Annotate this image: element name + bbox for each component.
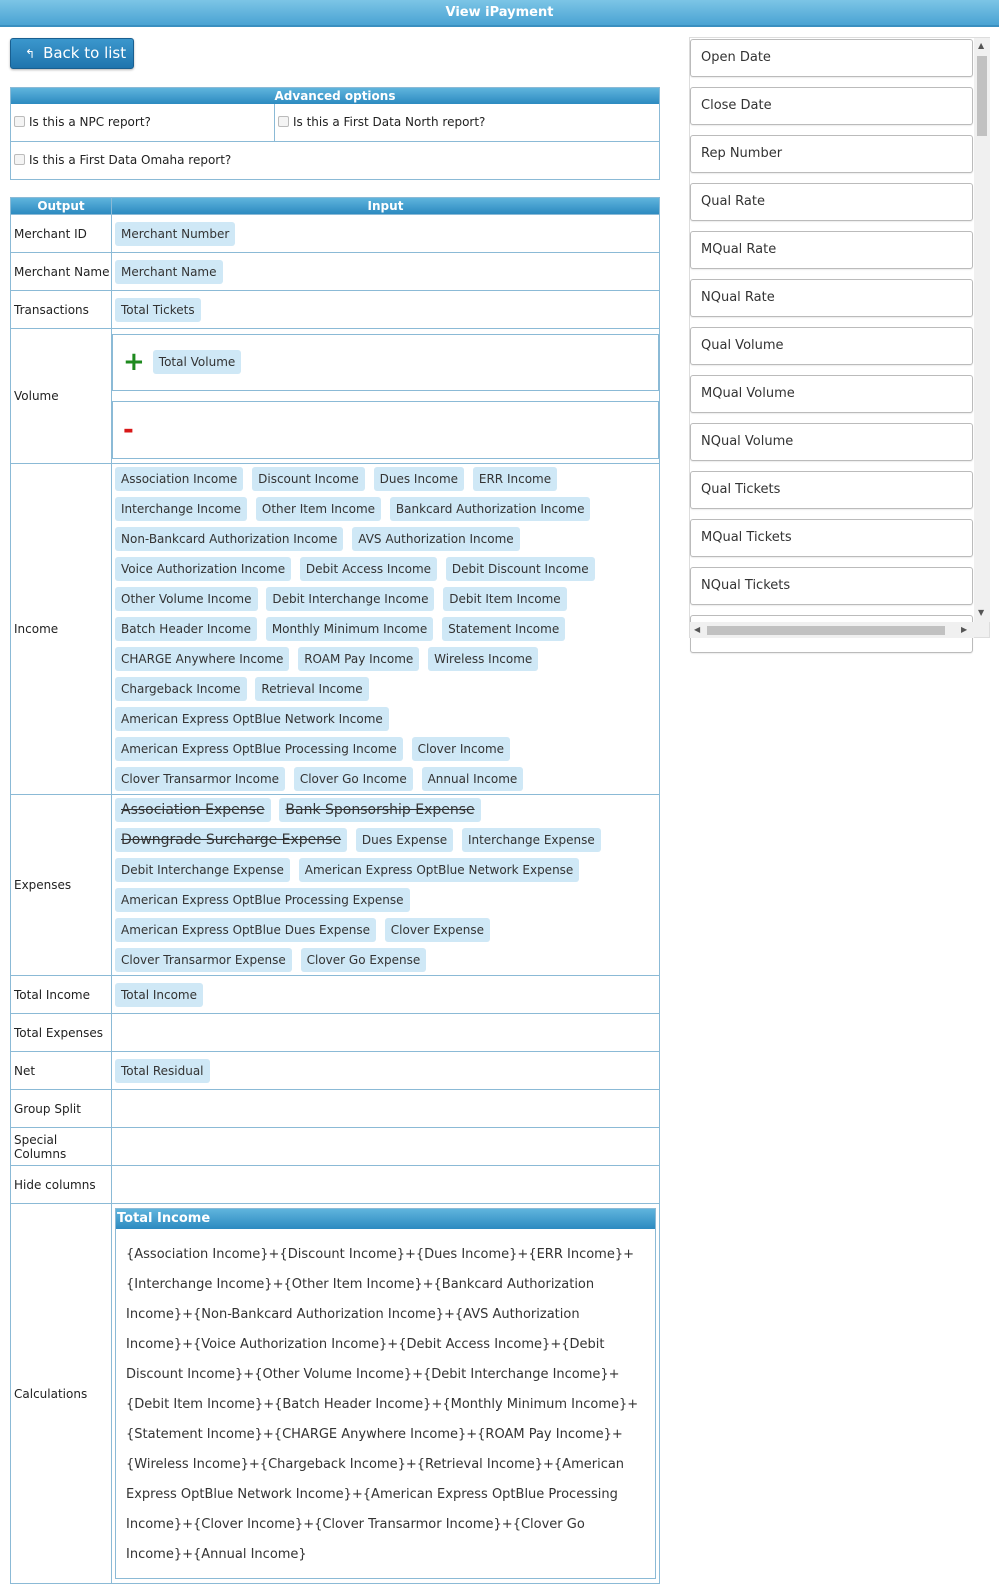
mapping-table: [10, 197, 660, 1584]
expense-tag[interactable]: Interchange Expense: [462, 828, 601, 852]
field-item[interactable]: Rep Number: [690, 135, 973, 173]
income-tag[interactable]: Monthly Minimum Income: [266, 617, 433, 641]
disabled-expense-tag[interactable]: Bank Sponsorship Expense: [279, 798, 480, 822]
expense-tag[interactable]: American Express OptBlue Processing Expense: [115, 888, 410, 912]
volume-minus-box[interactable]: [112, 401, 659, 459]
expense-tag[interactable]: American Express OptBlue Dues Expense: [115, 918, 376, 942]
income-tag[interactable]: Bankcard Authorization Income: [390, 497, 591, 521]
field-item[interactable]: NQual Rate: [690, 279, 973, 317]
total-volume-tag[interactable]: Total Volume: [153, 350, 241, 374]
input-column-header: Input: [112, 198, 660, 215]
hide-columns-dropzone[interactable]: [112, 1166, 660, 1204]
merchant-name-tag[interactable]: Merchant Name: [115, 260, 223, 284]
volume-plus-box[interactable]: [112, 334, 659, 391]
minus-icon: -: [123, 414, 134, 445]
fdnorth-option: [274, 104, 659, 141]
calculation-title: Total Income: [116, 1209, 655, 1229]
expense-tags: [112, 795, 660, 976]
calculation-box[interactable]: [115, 1208, 656, 1579]
income-tag[interactable]: Debit Discount Income: [446, 557, 595, 581]
expenses-label: Expenses: [11, 795, 112, 976]
income-tag[interactable]: Clover Income: [412, 737, 510, 761]
income-tag[interactable]: Association Income: [115, 467, 243, 491]
income-tag[interactable]: Chargeback Income: [115, 677, 247, 701]
total-income-tag[interactable]: Total Income: [115, 983, 203, 1007]
scroll-right-icon[interactable]: ▶: [961, 625, 968, 634]
vertical-scroll-thumb[interactable]: [977, 56, 987, 136]
field-list: [690, 38, 974, 622]
income-tag[interactable]: Clover Transarmor Income: [115, 767, 285, 791]
net-label: Net: [11, 1052, 112, 1090]
advanced-options-panel: [10, 87, 660, 180]
fdomaha-checkbox[interactable]: [14, 154, 25, 165]
scroll-down-icon[interactable]: ▼: [978, 608, 985, 617]
income-tag[interactable]: Statement Income: [442, 617, 565, 641]
npc-checkbox[interactable]: [14, 116, 25, 127]
income-tags: [112, 464, 660, 795]
field-item[interactable]: NQual Volume: [690, 423, 973, 461]
disabled-expense-tag[interactable]: Association Expense: [115, 798, 271, 822]
field-item[interactable]: Open Date: [690, 39, 973, 77]
income-tag[interactable]: American Express OptBlue Processing Income: [115, 737, 403, 761]
vertical-scrollbar[interactable]: [974, 38, 990, 622]
merchant-number-tag[interactable]: Merchant Number: [115, 222, 235, 246]
back-to-list-label: Back to list: [43, 44, 127, 62]
income-tag[interactable]: Dues Income: [374, 467, 464, 491]
group-split-label: Group Split: [11, 1090, 112, 1128]
field-item[interactable]: MQual Tickets: [690, 519, 973, 557]
field-item[interactable]: Qual Tickets: [690, 471, 973, 509]
field-item[interactable]: Qual Rate: [690, 183, 973, 221]
income-tag[interactable]: ROAM Pay Income: [298, 647, 419, 671]
income-tag[interactable]: ERR Income: [473, 467, 557, 491]
fdomaha-option: [11, 142, 659, 179]
scroll-left-icon[interactable]: ◀: [694, 625, 701, 634]
field-item[interactable]: Qual Volume: [690, 327, 973, 365]
total-tickets-tag[interactable]: Total Tickets: [115, 298, 201, 322]
income-tag[interactable]: Debit Item Income: [443, 587, 566, 611]
income-label: Income: [11, 464, 112, 795]
income-tag[interactable]: Non-Bankcard Authorization Income: [115, 527, 343, 551]
expense-tag[interactable]: Debit Interchange Expense: [115, 858, 290, 882]
income-tag[interactable]: Wireless Income: [428, 647, 538, 671]
group-split-dropzone[interactable]: [112, 1090, 660, 1128]
field-item[interactable]: NQual Tickets: [690, 567, 973, 605]
income-tag[interactable]: Clover Go Income: [294, 767, 413, 791]
fdnorth-checkbox[interactable]: [278, 116, 289, 127]
income-tag[interactable]: Voice Authorization Income: [115, 557, 291, 581]
income-tag[interactable]: AVS Authorization Income: [352, 527, 519, 551]
expense-tag[interactable]: Clover Transarmor Expense: [115, 948, 292, 972]
total-expenses-dropzone[interactable]: [112, 1014, 660, 1052]
special-columns-dropzone[interactable]: [112, 1128, 660, 1166]
field-item[interactable]: Close Date: [690, 87, 973, 125]
total-expenses-label: Total Expenses: [11, 1014, 112, 1052]
volume-label: Volume: [11, 329, 112, 464]
income-tag[interactable]: Other Item Income: [256, 497, 381, 521]
income-tag[interactable]: Batch Header Income: [115, 617, 257, 641]
fdnorth-label: Is this a First Data North report?: [293, 115, 486, 129]
total-residual-tag[interactable]: Total Residual: [115, 1059, 210, 1083]
advanced-options-header: Advanced options: [11, 88, 659, 104]
fdomaha-label: Is this a First Data Omaha report?: [29, 153, 232, 167]
expense-tag[interactable]: Clover Go Expense: [301, 948, 427, 972]
income-tag[interactable]: Interchange Income: [115, 497, 247, 521]
scroll-up-icon[interactable]: ▲: [978, 41, 985, 50]
special-columns-label: Special Columns: [11, 1128, 112, 1166]
income-tag[interactable]: CHARGE Anywhere Income: [115, 647, 289, 671]
income-tag[interactable]: Other Volume Income: [115, 587, 258, 611]
income-tag[interactable]: Discount Income: [252, 467, 365, 491]
window-title: View iPayment: [0, 0, 999, 27]
transactions-label: Transactions: [11, 291, 112, 329]
income-tag[interactable]: Debit Access Income: [300, 557, 437, 581]
horizontal-scrollbar[interactable]: [690, 622, 974, 638]
income-tag[interactable]: Debit Interchange Income: [266, 587, 434, 611]
plus-icon: +: [123, 347, 145, 377]
merchant-name-label: Merchant Name: [11, 253, 112, 291]
back-arrow-icon: ↰: [25, 47, 36, 61]
income-tag[interactable]: American Express OptBlue Network Income: [115, 707, 389, 731]
expense-tag[interactable]: American Express OptBlue Network Expense: [299, 858, 580, 882]
calculations-label: Calculations: [11, 1204, 112, 1584]
horizontal-scroll-thumb[interactable]: [707, 626, 945, 635]
merchant-id-label: Merchant ID: [11, 215, 112, 253]
disabled-expense-tag[interactable]: Downgrade Surcharge Expense: [115, 828, 347, 852]
field-list-panel: [689, 37, 990, 638]
hide-columns-label: Hide columns: [11, 1166, 112, 1204]
income-tag[interactable]: Retrieval Income: [255, 677, 368, 701]
expense-tag[interactable]: Clover Expense: [385, 918, 490, 942]
npc-label: Is this a NPC report?: [29, 115, 151, 129]
field-item[interactable]: MQual Volume: [690, 375, 973, 413]
field-item[interactable]: MQual Rate: [690, 231, 973, 269]
total-income-label: Total Income: [11, 976, 112, 1014]
income-tag[interactable]: Annual Income: [422, 767, 524, 791]
back-to-list-button[interactable]: [10, 38, 134, 69]
output-column-header: Output: [11, 198, 112, 215]
calculation-formula: {Association Income}+{Discount Income}+{Dues Income}+{ERR Income}+{Interchange Income}+{Other Item Income}+{Bankcard Authorization Income}+{Non-Bankcard Authorization Income}+{AVS Authorization Income}+{Voice Authorization Income}+{Debit Access Income}+{Debit Discount Income}+{Other Volume Income}+{Debit Interchange Income}+{Debit Item Income}+{Batch Header Income}+{Monthly Minimum Income}+{Statement Income}+{CHARGE Anywhere Income}+{ROAM Pay Income}+{Wireless Income}+{Chargeback Income}+{Retrieval Income}+{American Express OptBlue Network Income}+{American Express OptBlue Processing Income}+{Clover Income}+{Clover Transarmor Income}+{Clover Go Income}+{Annual Income}: [126, 1247, 639, 1562]
npc-option: [11, 104, 274, 141]
expense-tag[interactable]: Dues Expense: [356, 828, 453, 852]
